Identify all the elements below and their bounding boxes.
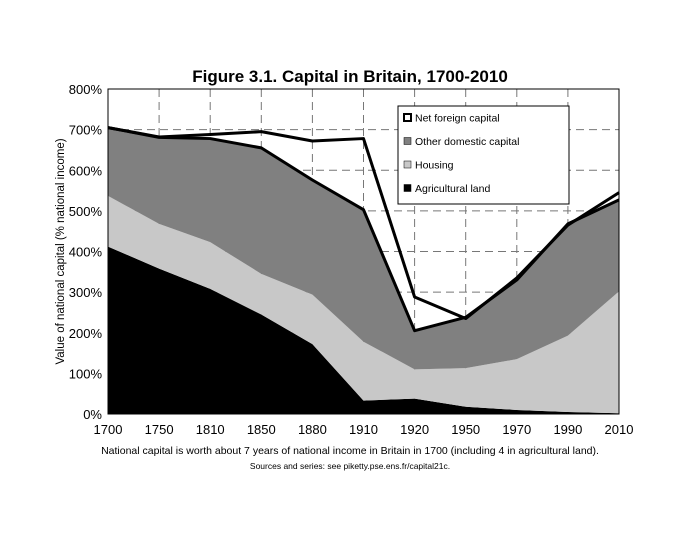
x-tick-label: 1970 — [502, 422, 532, 437]
legend-label: Net foreign capital — [415, 112, 500, 125]
y-axis-label: Value of national capital (% national income) — [55, 138, 67, 365]
legend-swatch — [404, 114, 411, 121]
legend-label: Agricultural land — [415, 183, 491, 195]
legend-label: Other domestic capital — [415, 136, 520, 148]
y-tick-label: 800% — [68, 82, 102, 97]
legend-label: Housing — [415, 159, 454, 172]
y-tick-label: 400% — [68, 244, 102, 260]
y-tick-label: 200% — [68, 325, 102, 341]
x-tick-label: 2010 — [604, 422, 634, 437]
x-tick-label: 1990 — [553, 422, 583, 437]
legend-swatch — [404, 138, 411, 145]
y-axis-ticks — [69, 82, 103, 422]
y-tick-label: 300% — [68, 285, 102, 301]
x-axis-ticks — [94, 422, 634, 437]
x-tick-label: 1700 — [93, 422, 123, 437]
x-tick-label: 1920 — [400, 422, 430, 437]
x-tick-label: 1850 — [246, 422, 276, 437]
y-tick-label: 0% — [83, 407, 102, 422]
legend-swatch — [404, 161, 411, 168]
x-tick-label: 1810 — [195, 422, 225, 437]
y-tick-label: 600% — [68, 163, 102, 179]
legend-swatch — [404, 185, 411, 192]
chart-title: Figure 3.1. Capital in Britain, 1700-2010 — [192, 67, 508, 86]
x-tick-label: 1950 — [451, 422, 481, 437]
footnote: National capital is worth about 7 years of national income in Britain in 1700 (including 4 in agricultural land). — [101, 445, 599, 457]
y-tick-label: 100% — [68, 366, 102, 382]
source-note: Sources and series: see piketty.pse.ens.fr/capital21c. — [249, 461, 451, 471]
y-tick-label: 500% — [68, 203, 102, 219]
x-tick-label: 1880 — [297, 422, 327, 437]
x-tick-label: 1750 — [144, 422, 174, 437]
x-tick-label: 1910 — [349, 422, 378, 437]
y-tick-label: 700% — [68, 122, 102, 138]
legend — [398, 106, 569, 204]
